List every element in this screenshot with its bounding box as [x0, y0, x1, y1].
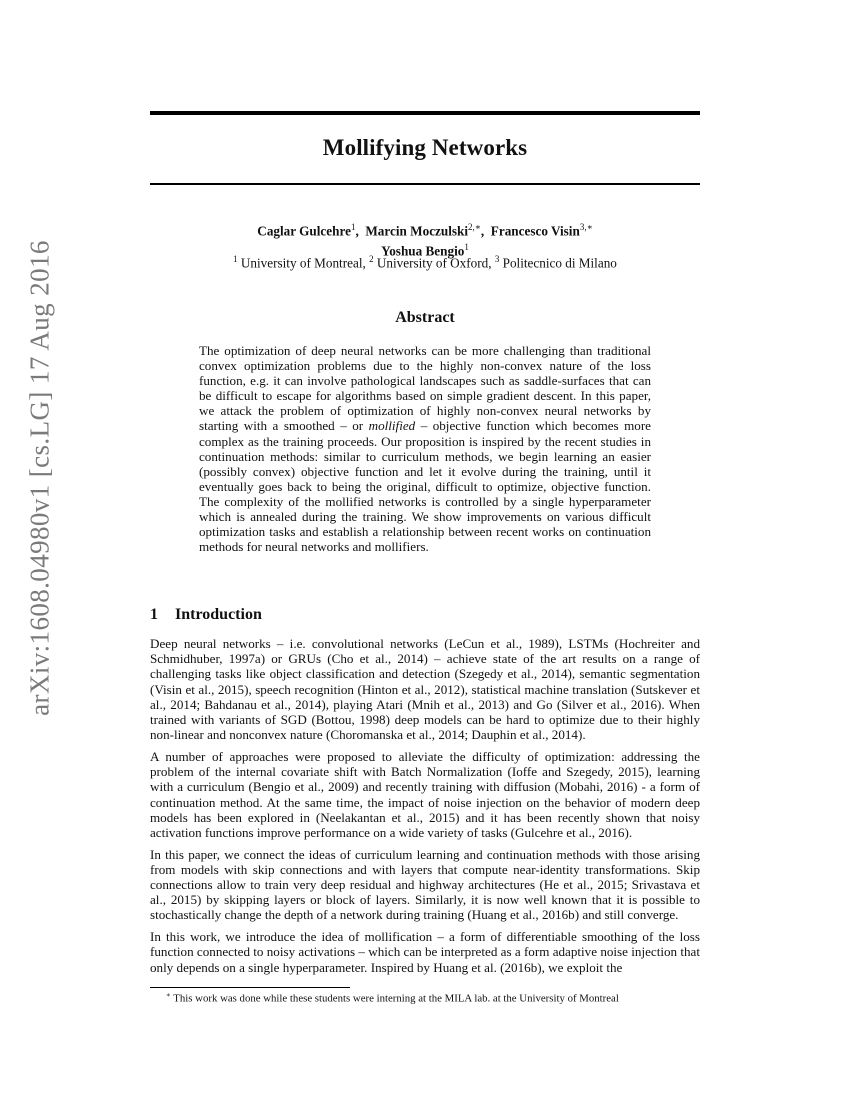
abstract-part: – objective function which becomes more complex as the training proceeds. Our proposition is inspired by the recent studies in continuation methods: similar to curriculum methods, we begin learning an easier (possibly convex) objective function and let it evolve during the training, until it eventually goes back to being the original, difficult to optimize, objective function. The complexity of the mollified networks is controlled by a single hyperparameter which is annealed during the training. We show improvements on various difficult optimization tasks and establish a relationship between recent works on continuation methods for neural networks and mollifiers. [199, 418, 651, 555]
footnote [150, 989, 716, 1006]
author-list: Caglar Gulcehre$^1$, Marcin Moczulski$^{2,∗}$, Francesco Visin$^{3,∗}$ Yoshua Bengio$^1$ [257, 222, 593, 259]
footnote-mark: ∗ [166, 991, 171, 999]
affil-name: University of Oxford, [376, 255, 492, 271]
arxiv-id: arXiv:1608.04980v1 [cs.LG] 17 Aug 2016 [24, 240, 55, 716]
paper-title: Mollifying Networks [322, 135, 528, 160]
paragraph: In this paper, we connect the ideas of curriculum learning and continuation methods with those arising from models with skip connections and with layers that compute near-identity transformations. Skip connections allow to train very deep residual and highway architectures (He et al., 2015; Srivastava et al., 2015) by skipping layers or block of layers. Similarly, it is now well known that it is possible to stochastically change the depth of a network during training (Huang et al., 2016b) and still converge. [150, 846, 700, 923]
abstract-emphasis: mollified [368, 418, 416, 434]
affiliations [150, 254, 700, 271]
affil-name: Politecnico di Milano [502, 255, 617, 271]
footnote-text: This work was done while these students were interning at the MILA lab. at the University of Montreal [173, 992, 619, 1005]
affil-mark: 1 [233, 254, 238, 264]
affil-name: University of Montreal, [240, 255, 366, 271]
author-affil-mark: 2,∗ [468, 222, 481, 232]
author-name: Yoshua Bengio [381, 243, 465, 259]
author-affil-mark: 1 [350, 222, 356, 232]
paragraph: In this work, we introduce the idea of mollification – a form of differentiable smoothing of the loss function connected to noisy activations – which can be interpreted as a form adaptive noise injection that only depends on a single hyperparameter. Inspired by Huang et al. (2016b), we exploit the [150, 929, 700, 975]
affil-mark: 2 [369, 254, 374, 264]
affil-mark: 3 [494, 254, 500, 264]
paragraph: Deep neural networks – i.e. convolutional networks (LeCun et al., 1989), LSTMs (Hochreiter and Schmidhuber, 1997a) or GRUs (Cho et al., 2014) – achieve state of the art results on a range of challenging tasks like object classification and detection (Szegedy et al., 2014), semantic segmentation (Visin et al., 2015), speech recognition (Hinton et al., 2012), statistical machine translation (Sutskever et al., 2014; Bahdanau et al., 2014), playing Atari (Mnih et al., 2013) and Go (Silver et al., 2016). When trained with variants of SGD (Bottou, 1998) deep models can be hard to optimize due to their highly non-linear and nonconvex nature (Choromanska et al., 2014; Dauphin et al., 2014). [150, 636, 700, 743]
section-heading [150, 606, 262, 624]
footnote-rule [150, 987, 350, 988]
author-name: Caglar Gulcehre [257, 223, 351, 239]
title-rule-bottom [150, 183, 700, 185]
author-name: Francesco Visin [490, 223, 580, 239]
author-affil-mark: 1 [464, 242, 469, 253]
abstract-heading: Abstract [395, 309, 455, 326]
author-affil-mark: 3,∗ [579, 222, 593, 232]
abstract-part: The optimization of deep neural networks can be more challenging than traditional convex optimization problems due to the highly non-convex nature of the loss function, e.g. it can involve pathological landscapes such as saddle-surfaces that can be difficult to escape for algorithms based on simple gradient descent. In this paper, we attack the problem of optimization of highly non-convex neural networks by starting with a smoothed – or [199, 343, 651, 434]
body-text [150, 636, 700, 981]
author-name: Marcin Moczulski [365, 223, 469, 239]
abstract-text [199, 343, 651, 554]
title-rule-top [150, 111, 700, 115]
paragraph: A number of approaches were proposed to alleviate the difficulty of optimization: addressing the problem of the internal covariate shift with Batch Normalization (Ioffe and Szegedy, 2015), learning with a curriculum (Bengio et al., 2009) and recently training with diffusion (Mobahi, 2016) - a form of continuation method. At the same time, the impact of noise injection on the behavior of modern deep models has been explored in (Neelakantan et al., 2015) and it has been recently shown that noisy activation functions improve performance on a wide variety of tasks (Gulcehre et al., 2016). [150, 748, 700, 840]
section-title: Introduction [175, 606, 262, 623]
section-number: 1 [150, 606, 158, 623]
